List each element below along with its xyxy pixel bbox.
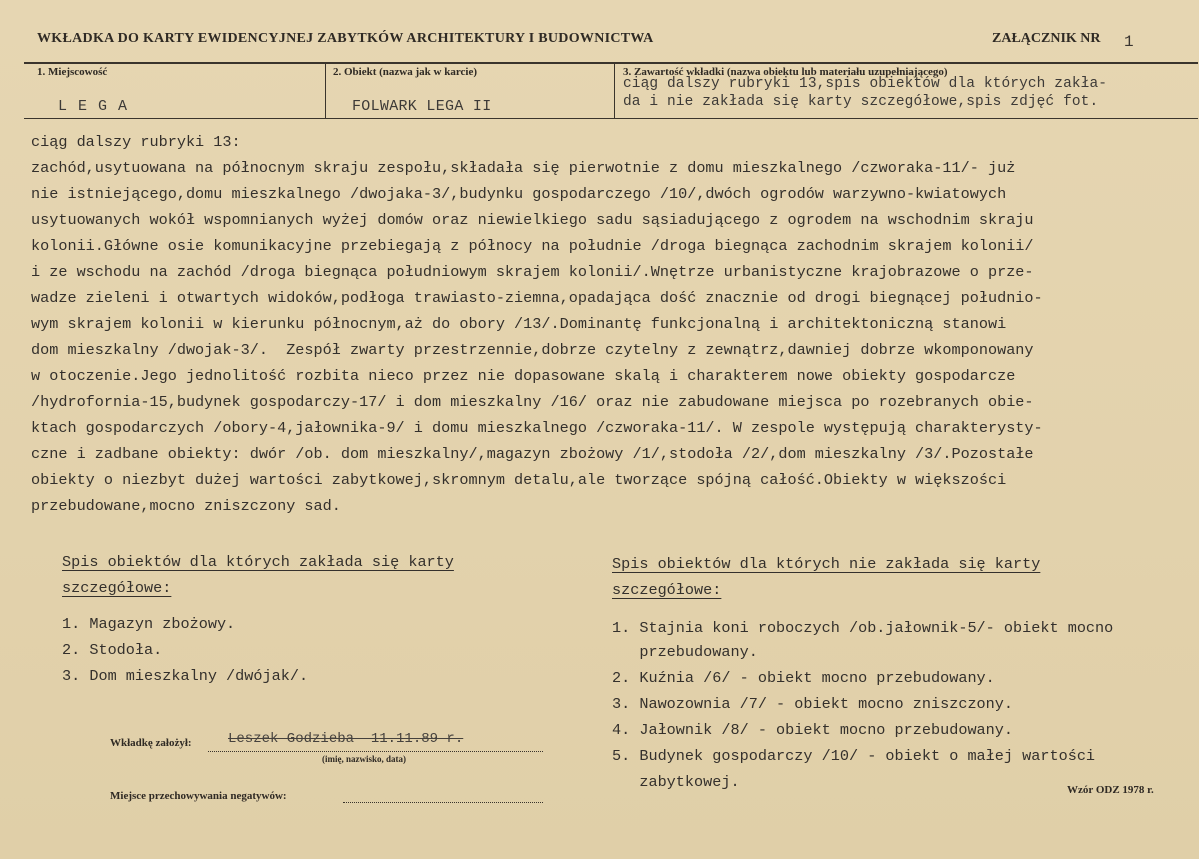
body-line: /hydrofornia-15,budynek gospodarczy-17/ i dom mieszkalny /16/ oraz nie zabudowane miejsca po rozebranych obie- [31, 393, 1034, 411]
founded-sublabel: (imię, nazwisko, data) [322, 754, 406, 764]
founded-dotted-line [208, 751, 543, 752]
header-rule-bottom [24, 118, 1198, 119]
body-line: przebudowane,mocno zniszczony sad. [31, 497, 341, 515]
founded-value: Leszek Godzieba 11.11.89 r. [228, 731, 464, 747]
body-line: ciąg dalszy rubryki 13: [31, 133, 241, 151]
left-list-item: 3. Dom mieszkalny /dwójak/. [62, 667, 309, 685]
body-line: ktach gospodarczych /obory-4,jałownika-9/ i domu mieszkalnego /czworaka-11/. W zespole występują charakterysty- [31, 419, 1043, 437]
body-line: usytuowanych wokół wspomnianych wyżej domów oraz niewielkiego sadu sąsiadującego z ogrodem na wschodnim skraju [31, 211, 1034, 229]
left-list-heading-2: szczegółowe: [62, 579, 172, 597]
contents-line-1: ciąg dalszy rubryki 13,spis obiektów dla których zakła- [623, 76, 1108, 92]
right-list-heading: Spis obiektów dla których nie zakłada się karty [612, 555, 1041, 573]
header-rule-top [24, 62, 1198, 64]
object-label: 2. Obiekt (nazwa jak w karcie) [333, 66, 478, 78]
body-line: wadze zieleni i otwartych widoków,podłoga trawiasto-ziemna,opadająca dość znacznie od drogi biegnącej południo- [31, 289, 1043, 307]
contents-label: 3. Zawartość wkładki (nazwa obiektu lub materiału uzupełniającego) [623, 66, 948, 78]
left-list-item: 1. Magazyn zbożowy. [62, 615, 236, 633]
storage-dotted-line [343, 802, 543, 803]
body-line: zachód,usytuowana na północnym skraju zespołu,składała się pierwotnie z domu mieszkalnego /czworaka-11/- już [31, 159, 1016, 177]
body-line: kolonii.Główne osie komunikacyjne przebiegają z północy na południe /droga biegnąca zachodnim skrajem kolonii/ [31, 237, 1034, 255]
body-line: dom mieszkalny /dwojak-3/. Zespół zwarty przestrzennie,dobrze czytelny z zewnątrz,dawniej dobrze wkomponowany [31, 341, 1034, 359]
right-list-item: 5. Budynek gospodarczy /10/ - obiekt o małej wartości [612, 747, 1096, 765]
locality-value: L E G A [58, 98, 129, 115]
right-list-item: 4. Jałownik /8/ - obiekt mocno przebudowany. [612, 721, 1014, 739]
storage-label: Miejsce przechowywania negatywów: [110, 790, 287, 802]
body-line: i ze wschodu na zachód /droga biegnąca południowym skrajem kolonii/.Wnętrze urbanistyczne krajobrazowe o prze- [31, 263, 1034, 281]
right-list-item: 3. Nawozownia /7/ - obiekt mocno zniszczony. [612, 695, 1014, 713]
field-divider-1 [325, 62, 326, 119]
body-line: nie istniejącego,domu mieszkalnego /dwojaka-3/,budynku gospodarczego /10/,dwóch ogrodów warzywno-kwiatowych [31, 185, 1007, 203]
contents-line-2: da i nie zakłada się karty szczegółowe,spis zdjęć fot. [623, 94, 1099, 110]
left-list-item: 2. Stodoła. [62, 641, 163, 659]
body-line: wym skrajem kolonii w kierunku północnym,aż do obory /13/.Dominantę funkcjonalną i architektoniczną stanowi [31, 315, 1007, 333]
field-divider-2 [614, 62, 615, 119]
founded-label: Wkładkę założył: [110, 737, 192, 749]
document-title: WKŁADKA DO KARTY EWIDENCYJNEJ ZABYTKÓW ARCHITEKTURY I BUDOWNICTWA [37, 31, 654, 46]
left-list-heading: Spis obiektów dla których zakłada się karty [62, 553, 454, 571]
right-list-item: 1. Stajnia koni roboczych /ob.jałownik-5/- obiekt mocno [612, 619, 1114, 637]
form-reference: Wzór ODZ 1978 r. [1067, 784, 1154, 796]
object-value: FOLWARK LEGA II [352, 98, 492, 115]
locality-label: 1. Miejscowość [37, 66, 108, 78]
body-line: czne i zadbane obiekty: dwór /ob. dom mieszkalny/,magazyn zbożowy /1/,stodoła /2/,dom mieszkalny /3/.Pozostałe [31, 445, 1034, 463]
attachment-number: 1 [1124, 33, 1134, 51]
right-list-item: przebudowany. [612, 643, 758, 661]
body-line: w otoczenie.Jego jednolitość rozbita nieco przez nie dopasowane skalą i charakterem nowe obiekty gospodarcze [31, 367, 1016, 385]
body-line: obiekty o niezbyt dużej wartości zabytkowej,skromnym detalu,ale tworzące spójną całość.Obiekty w większości [31, 471, 1007, 489]
attachment-label: ZAŁĄCZNIK NR [992, 31, 1101, 46]
right-list-heading-2: szczegółowe: [612, 581, 722, 599]
right-list-item: 2. Kuźnia /6/ - obiekt mocno przebudowany. [612, 669, 995, 687]
right-list-item: zabytkowej. [612, 773, 740, 791]
